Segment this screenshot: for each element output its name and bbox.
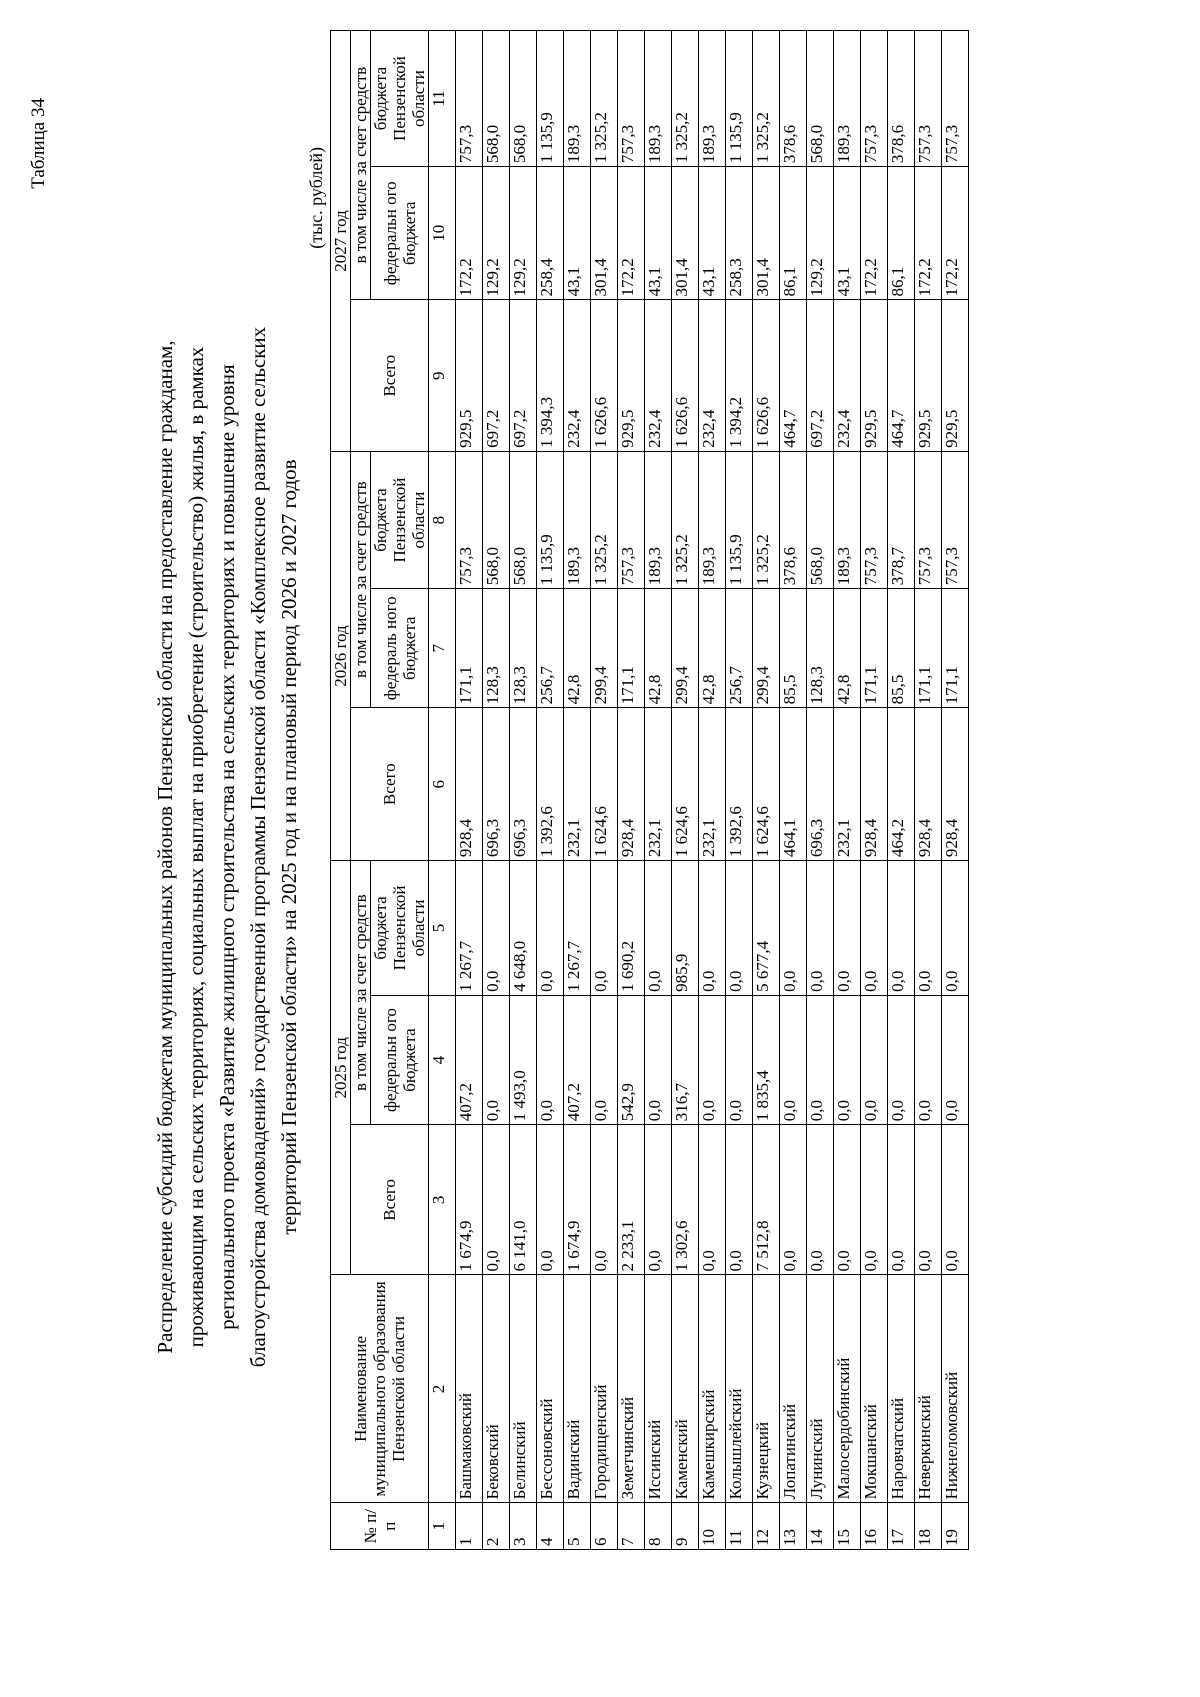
table-row xyxy=(807,31,834,1550)
amount-cell: 299,4 xyxy=(591,589,618,708)
amount-cell: 568,0 xyxy=(483,31,510,167)
col-num: 6 xyxy=(429,708,456,861)
amount-cell: 1 690,2 xyxy=(618,861,645,996)
amount-cell: 299,4 xyxy=(672,589,699,708)
amount-cell: 301,4 xyxy=(672,167,699,300)
amount-cell: 1 394,3 xyxy=(537,300,564,451)
amount-cell: 985,9 xyxy=(672,861,699,996)
amount-cell: 928,4 xyxy=(915,708,942,861)
amount-cell: 1 325,2 xyxy=(591,31,618,167)
amount-cell: 929,5 xyxy=(618,300,645,451)
amount-cell: 43,1 xyxy=(699,167,726,300)
amount-cell: 256,7 xyxy=(537,589,564,708)
amount-cell: 6 141,0 xyxy=(510,1125,537,1275)
district-name: Земетчинский xyxy=(618,1275,645,1503)
district-name: Иссинский xyxy=(645,1275,672,1503)
table-row xyxy=(591,31,618,1550)
amount-cell: 129,2 xyxy=(807,167,834,300)
amount-cell: 232,1 xyxy=(645,708,672,861)
header-incl-2025: в том числе за счет средств xyxy=(351,861,371,1125)
amount-cell: 1 325,2 xyxy=(753,31,780,167)
header-year-2027: 2027 год xyxy=(331,31,351,452)
header-reg-2026: бюджета Пензенской области xyxy=(371,451,429,588)
amount-cell: 0,0 xyxy=(888,1125,915,1275)
amount-cell: 0,0 xyxy=(807,1125,834,1275)
amount-cell: 1 325,2 xyxy=(591,451,618,588)
table-row xyxy=(861,31,888,1550)
header-incl-2026: в том числе за счет средств xyxy=(351,451,371,707)
amount-cell: 129,2 xyxy=(483,167,510,300)
district-name: Башмаковский xyxy=(456,1275,483,1503)
amount-cell: 0,0 xyxy=(834,995,861,1124)
amount-cell: 232,1 xyxy=(699,708,726,861)
table-row xyxy=(780,31,807,1550)
amount-cell: 1 267,7 xyxy=(456,861,483,996)
amount-cell: 1 626,6 xyxy=(753,300,780,451)
row-number: 5 xyxy=(564,1503,591,1550)
amount-cell: 757,3 xyxy=(456,451,483,588)
row-number: 12 xyxy=(753,1503,780,1550)
amount-cell: 929,5 xyxy=(456,300,483,451)
amount-cell: 1 493,0 xyxy=(510,995,537,1124)
units-note: (тыс. рублей) xyxy=(306,147,326,249)
amount-cell: 0,0 xyxy=(915,861,942,996)
amount-cell: 86,1 xyxy=(780,167,807,300)
amount-cell: 568,0 xyxy=(807,451,834,588)
district-name: Белинский xyxy=(510,1275,537,1503)
district-name: Мокшанский xyxy=(861,1275,888,1503)
amount-cell: 0,0 xyxy=(483,995,510,1124)
amount-cell: 0,0 xyxy=(645,861,672,996)
amount-cell: 0,0 xyxy=(699,1125,726,1275)
amount-cell: 232,4 xyxy=(564,300,591,451)
col-num: 11 xyxy=(429,31,456,167)
amount-cell: 568,0 xyxy=(510,31,537,167)
table-row xyxy=(942,31,969,1550)
amount-cell: 1 394,2 xyxy=(726,300,753,451)
amount-cell: 1 325,2 xyxy=(672,31,699,167)
amount-cell: 0,0 xyxy=(888,995,915,1124)
amount-cell: 1 135,9 xyxy=(537,31,564,167)
title-line: проживающим на сельских территориях, социальных выплат на приобретение (строительство) жилья, в рамках xyxy=(184,346,208,1348)
header-num: № п/п xyxy=(331,1503,429,1550)
amount-cell: 0,0 xyxy=(861,1125,888,1275)
amount-cell: 172,2 xyxy=(456,167,483,300)
amount-cell: 1 392,6 xyxy=(537,708,564,861)
col-num: 9 xyxy=(429,300,456,451)
amount-cell: 256,7 xyxy=(726,589,753,708)
col-num: 8 xyxy=(429,451,456,588)
amount-cell: 0,0 xyxy=(591,1125,618,1275)
amount-cell: 1 624,6 xyxy=(591,708,618,861)
amount-cell: 129,2 xyxy=(510,167,537,300)
amount-cell: 928,4 xyxy=(861,708,888,861)
amount-cell: 1 835,4 xyxy=(753,995,780,1124)
amount-cell: 464,1 xyxy=(780,708,807,861)
amount-cell: 1 267,7 xyxy=(564,861,591,996)
header-fed-2026: федераль ного бюджета xyxy=(371,589,429,708)
header-reg-2027: бюджета Пензенской области xyxy=(371,31,429,167)
row-number: 1 xyxy=(456,1503,483,1550)
header-name: Наименование муниципального образования Пензенской области xyxy=(331,1275,429,1503)
amount-cell: 258,3 xyxy=(726,167,753,300)
amount-cell: 0,0 xyxy=(591,861,618,996)
table-row xyxy=(645,31,672,1550)
amount-cell: 171,1 xyxy=(456,589,483,708)
col-num: 1 xyxy=(429,1503,456,1550)
amount-cell: 0,0 xyxy=(942,1125,969,1275)
amount-cell: 1 135,9 xyxy=(537,451,564,588)
amount-cell: 43,1 xyxy=(564,167,591,300)
amount-cell: 378,6 xyxy=(780,31,807,167)
amount-cell: 568,0 xyxy=(510,451,537,588)
amount-cell: 189,3 xyxy=(834,31,861,167)
amount-cell: 757,3 xyxy=(618,451,645,588)
row-number: 2 xyxy=(483,1503,510,1550)
amount-cell: 172,2 xyxy=(861,167,888,300)
amount-cell: 0,0 xyxy=(726,861,753,996)
amount-cell: 85,5 xyxy=(780,589,807,708)
header-total-2027: Всего xyxy=(351,300,429,451)
amount-cell: 0,0 xyxy=(699,861,726,996)
amount-cell: 0,0 xyxy=(537,1125,564,1275)
amount-cell: 464,2 xyxy=(888,708,915,861)
amount-cell: 171,1 xyxy=(915,589,942,708)
amount-cell: 171,1 xyxy=(618,589,645,708)
amount-cell: 697,2 xyxy=(510,300,537,451)
row-number: 14 xyxy=(807,1503,834,1550)
amount-cell: 378,7 xyxy=(888,451,915,588)
title-line: территорий Пензенской области» на 2025 год и на плановый период 2026 и 2027 годов xyxy=(277,459,301,1235)
row-number: 13 xyxy=(780,1503,807,1550)
amount-cell: 757,3 xyxy=(942,451,969,588)
amount-cell: 232,4 xyxy=(699,300,726,451)
amount-cell: 232,1 xyxy=(564,708,591,861)
row-number: 19 xyxy=(942,1503,969,1550)
amount-cell: 316,7 xyxy=(672,995,699,1124)
table-row xyxy=(699,31,726,1550)
table-row xyxy=(564,31,591,1550)
row-number: 7 xyxy=(618,1503,645,1550)
table-row xyxy=(537,31,564,1550)
header-incl-2027: в том числе за счет средств xyxy=(351,31,371,300)
amount-cell: 0,0 xyxy=(915,1125,942,1275)
amount-cell: 2 233,1 xyxy=(618,1125,645,1275)
amount-cell: 0,0 xyxy=(807,861,834,996)
amount-cell: 0,0 xyxy=(942,861,969,996)
row-number: 18 xyxy=(915,1503,942,1550)
header-reg-2025: бюджета Пензенской области xyxy=(371,861,429,996)
amount-cell: 1 626,6 xyxy=(591,300,618,451)
district-name: Нижнеломовский xyxy=(942,1275,969,1503)
subsidy-table xyxy=(330,30,969,1550)
row-number: 3 xyxy=(510,1503,537,1550)
table-title xyxy=(150,137,305,1557)
header-year-2025: 2025 год xyxy=(331,861,351,1275)
amount-cell: 1 626,6 xyxy=(672,300,699,451)
amount-cell: 697,2 xyxy=(483,300,510,451)
amount-cell: 0,0 xyxy=(834,1125,861,1275)
amount-cell: 568,0 xyxy=(807,31,834,167)
table-body xyxy=(456,31,969,1550)
amount-cell: 0,0 xyxy=(699,995,726,1124)
amount-cell: 0,0 xyxy=(726,1125,753,1275)
district-name: Наровчатский xyxy=(888,1275,915,1503)
amount-cell: 757,3 xyxy=(861,31,888,167)
amount-cell: 0,0 xyxy=(780,995,807,1124)
row-number: 8 xyxy=(645,1503,672,1550)
col-num: 7 xyxy=(429,589,456,708)
amount-cell: 43,1 xyxy=(834,167,861,300)
amount-cell: 697,2 xyxy=(807,300,834,451)
header-total-2026: Всего xyxy=(351,708,429,861)
amount-cell: 189,3 xyxy=(699,31,726,167)
amount-cell: 1 624,6 xyxy=(753,708,780,861)
district-name: Каменский xyxy=(672,1275,699,1503)
amount-cell: 464,7 xyxy=(888,300,915,451)
amount-cell: 757,3 xyxy=(861,451,888,588)
table-row xyxy=(888,31,915,1550)
row-number: 17 xyxy=(888,1503,915,1550)
amount-cell: 1 392,6 xyxy=(726,708,753,861)
amount-cell: 0,0 xyxy=(645,995,672,1124)
amount-cell: 86,1 xyxy=(888,167,915,300)
amount-cell: 172,2 xyxy=(942,167,969,300)
amount-cell: 378,6 xyxy=(888,31,915,167)
amount-cell: 0,0 xyxy=(645,1125,672,1275)
amount-cell: 757,3 xyxy=(618,31,645,167)
amount-cell: 0,0 xyxy=(942,995,969,1124)
amount-cell: 299,4 xyxy=(753,589,780,708)
amount-cell: 1 325,2 xyxy=(753,451,780,588)
amount-cell: 928,4 xyxy=(942,708,969,861)
district-name: Неверкинский xyxy=(915,1275,942,1503)
row-number: 11 xyxy=(726,1503,753,1550)
amount-cell: 0,0 xyxy=(483,1125,510,1275)
title-line: благоустройства домовладений» государственной программы Пензенской области «Комплексное развитие сельских xyxy=(246,326,270,1368)
district-name: Бековский xyxy=(483,1275,510,1503)
amount-cell: 696,3 xyxy=(510,708,537,861)
amount-cell: 0,0 xyxy=(915,995,942,1124)
amount-cell: 1 135,9 xyxy=(726,451,753,588)
district-name: Бессоновский xyxy=(537,1275,564,1503)
column-number-row xyxy=(429,31,456,1550)
amount-cell: 407,2 xyxy=(564,995,591,1124)
header-year-2026: 2026 год xyxy=(331,451,351,860)
amount-cell: 171,1 xyxy=(861,589,888,708)
col-num: 2 xyxy=(429,1275,456,1503)
amount-cell: 0,0 xyxy=(780,861,807,996)
row-number: 16 xyxy=(861,1503,888,1550)
amount-cell: 0,0 xyxy=(537,861,564,996)
table-row xyxy=(618,31,645,1550)
amount-cell: 464,7 xyxy=(780,300,807,451)
table-row xyxy=(834,31,861,1550)
amount-cell: 5 677,4 xyxy=(753,861,780,996)
col-num: 4 xyxy=(429,995,456,1124)
amount-cell: 929,5 xyxy=(942,300,969,451)
amount-cell: 378,6 xyxy=(780,451,807,588)
amount-cell: 85,5 xyxy=(888,589,915,708)
district-name: Городищенский xyxy=(591,1275,618,1503)
amount-cell: 0,0 xyxy=(780,1125,807,1275)
col-num: 10 xyxy=(429,167,456,300)
amount-cell: 757,3 xyxy=(942,31,969,167)
amount-cell: 1 624,6 xyxy=(672,708,699,861)
amount-cell: 7 512,8 xyxy=(753,1125,780,1275)
table-row xyxy=(753,31,780,1550)
amount-cell: 232,4 xyxy=(834,300,861,451)
amount-cell: 928,4 xyxy=(618,708,645,861)
amount-cell: 929,5 xyxy=(915,300,942,451)
table-row xyxy=(483,31,510,1550)
amount-cell: 189,3 xyxy=(645,31,672,167)
row-number: 15 xyxy=(834,1503,861,1550)
amount-cell: 189,3 xyxy=(699,451,726,588)
amount-cell: 42,8 xyxy=(834,589,861,708)
amount-cell: 542,9 xyxy=(618,995,645,1124)
amount-cell: 42,8 xyxy=(645,589,672,708)
district-name: Кузнецкий xyxy=(753,1275,780,1503)
district-name: Лопатинский xyxy=(780,1275,807,1503)
amount-cell: 928,4 xyxy=(456,708,483,861)
amount-cell: 0,0 xyxy=(861,995,888,1124)
amount-cell: 4 648,0 xyxy=(510,861,537,996)
amount-cell: 0,0 xyxy=(834,861,861,996)
title-line: регионального проекта «Развитие жилищного строительства на сельских территориях и повышение уровня xyxy=(215,364,239,1330)
row-number: 4 xyxy=(537,1503,564,1550)
amount-cell: 128,3 xyxy=(807,589,834,708)
row-number: 9 xyxy=(672,1503,699,1550)
amount-cell: 189,3 xyxy=(564,31,591,167)
amount-cell: 1 325,2 xyxy=(672,451,699,588)
amount-cell: 42,8 xyxy=(564,589,591,708)
col-num: 3 xyxy=(429,1125,456,1275)
table-row xyxy=(672,31,699,1550)
amount-cell: 1 674,9 xyxy=(456,1125,483,1275)
header-fed-2025: федеральн ого бюджета xyxy=(371,995,429,1124)
amount-cell: 1 674,9 xyxy=(564,1125,591,1275)
amount-cell: 757,3 xyxy=(456,31,483,167)
amount-cell: 189,3 xyxy=(564,451,591,588)
amount-cell: 172,2 xyxy=(915,167,942,300)
title-line: Распределение субсидий бюджетам муниципальных районов Пензенской области на предоставление гражданам, xyxy=(153,340,177,1354)
amount-cell: 0,0 xyxy=(726,995,753,1124)
district-name: Колышлейский xyxy=(726,1275,753,1503)
amount-cell: 301,4 xyxy=(591,167,618,300)
amount-cell: 43,1 xyxy=(645,167,672,300)
table-row xyxy=(915,31,942,1550)
amount-cell: 0,0 xyxy=(861,861,888,996)
amount-cell: 696,3 xyxy=(483,708,510,861)
district-name: Вадинский xyxy=(564,1275,591,1503)
amount-cell: 189,3 xyxy=(834,451,861,588)
amount-cell: 696,3 xyxy=(807,708,834,861)
amount-cell: 407,2 xyxy=(456,995,483,1124)
amount-cell: 189,3 xyxy=(645,451,672,588)
district-name: Малосердобинский xyxy=(834,1275,861,1503)
amount-cell: 757,3 xyxy=(915,31,942,167)
amount-cell: 128,3 xyxy=(483,589,510,708)
amount-cell: 1 135,9 xyxy=(726,31,753,167)
amount-cell: 301,4 xyxy=(753,167,780,300)
amount-cell: 232,4 xyxy=(645,300,672,451)
col-num: 5 xyxy=(429,861,456,996)
amount-cell: 171,1 xyxy=(942,589,969,708)
amount-cell: 258,4 xyxy=(537,167,564,300)
row-number: 6 xyxy=(591,1503,618,1550)
table-row xyxy=(456,31,483,1550)
amount-cell: 128,3 xyxy=(510,589,537,708)
amount-cell: 232,1 xyxy=(834,708,861,861)
amount-cell: 757,3 xyxy=(915,451,942,588)
amount-cell: 568,0 xyxy=(483,451,510,588)
amount-cell: 0,0 xyxy=(483,861,510,996)
row-number: 10 xyxy=(699,1503,726,1550)
table-row xyxy=(726,31,753,1550)
header-total-2025: Всего xyxy=(351,1125,429,1275)
amount-cell: 1 302,6 xyxy=(672,1125,699,1275)
amount-cell: 929,5 xyxy=(861,300,888,451)
amount-cell: 172,2 xyxy=(618,167,645,300)
table-label: Таблица 34 xyxy=(28,98,49,189)
amount-cell: 0,0 xyxy=(888,861,915,996)
amount-cell: 0,0 xyxy=(591,995,618,1124)
amount-cell: 42,8 xyxy=(699,589,726,708)
header-fed-2027: федеральн ого бюджета xyxy=(371,167,429,300)
district-name: Камешкирский xyxy=(699,1275,726,1503)
table-row xyxy=(510,31,537,1550)
district-name: Лунинский xyxy=(807,1275,834,1503)
amount-cell: 0,0 xyxy=(807,995,834,1124)
amount-cell: 0,0 xyxy=(537,995,564,1124)
